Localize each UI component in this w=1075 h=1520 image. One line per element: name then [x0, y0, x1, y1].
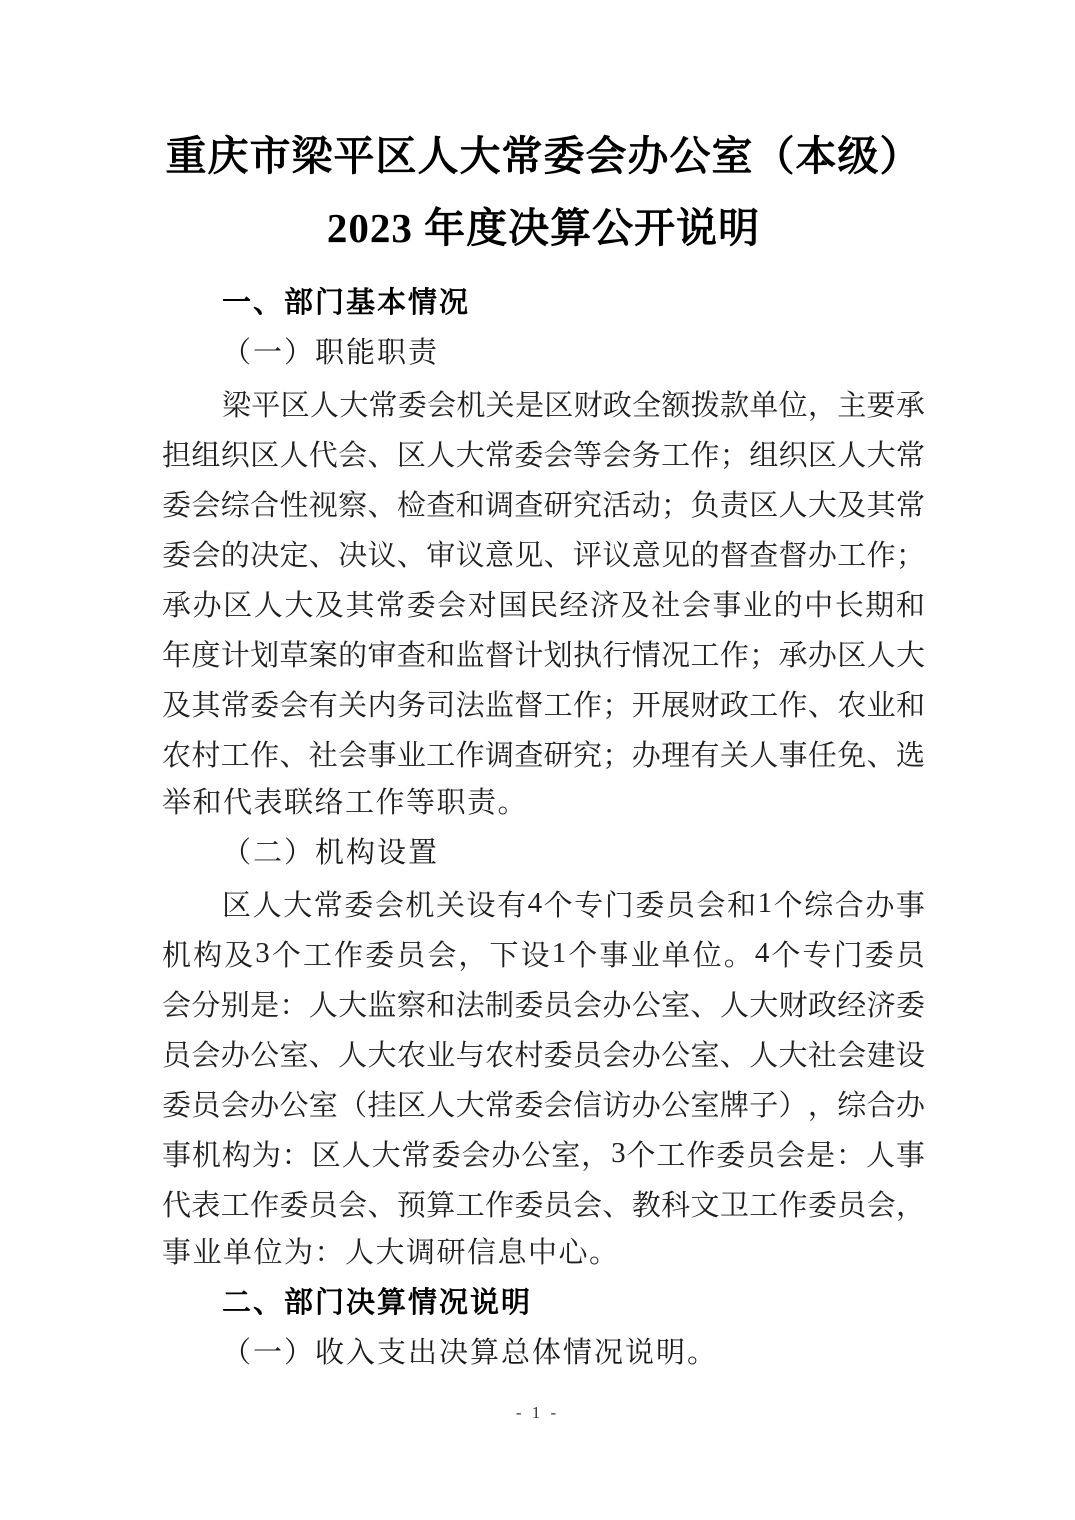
document-title-line-1: 重庆市梁平区人大常委会办公室（本级）: [165, 133, 922, 179]
paragraph-line: 机 构 及 3 个 工 作 委 员 会 ， 下 设 1 个 事 业 单 位 。 4 个 专 门 委 员: [162, 936, 925, 972]
paragraph-line: 区 人 大 常 委 会 机 关 设 有 4 个 专 门 委 员 会 和 1 个 综 合 办 事: [222, 886, 925, 922]
page-number: - 1 -: [515, 1403, 560, 1422]
paragraph-line: 承 办 区 人 大 及 其 常 委 会 对 国 民 经 济 及 社 会 事 业 的 中 长 期 和: [162, 589, 925, 622]
paragraph-line: 事业单位为：人大调研信息中心。: [162, 1237, 620, 1269]
document-content: [162, 120, 925, 1378]
section-heading: 一、部门基本情况: [222, 287, 471, 319]
paragraph-line: 会 分 别 是 ： 人 大 监 察 和 法 制 委 员 会 办 公 室 、 人 大 财 政 经 济 委: [162, 989, 925, 1022]
paragraph-line: 担 组 织 区 人 代 会 、 区 人 大 常 委 会 等 会 务 工 作 ； 组 织 区 人 大 常: [162, 439, 925, 472]
paragraph-line: 举和代表联络工作等职责。: [162, 787, 529, 819]
section-subheading: （二）机构设置: [222, 837, 440, 869]
paragraph-line: 委 会 综 合 性 视 察 、 检 查 和 调 查 研 究 活 动 ； 负 责 区 人 大 及 其 常: [162, 489, 925, 522]
paragraph-line: 年 度 计 划 草 案 的 审 查 和 监 督 计 划 执 行 情 况 工 作 ； 承 办 区 人 大: [162, 639, 925, 672]
section-heading: 二、部门决算情况说明: [222, 1287, 533, 1319]
paragraph-line: 委 员 会 办 公 室 （ 挂 区 人 大 常 委 会 信 访 办 公 室 牌 子 ） ， 综 合 办: [162, 1089, 925, 1122]
paragraph-line: 员 会 办 公 室 、 人 大 农 业 与 农 村 委 员 会 办 公 室 、 人 大 社 会 建 设: [162, 1039, 925, 1072]
section-subheading: （一）收入支出决算总体情况说明。: [222, 1337, 719, 1369]
document-title-line-2: 2023 年度决算公开说明: [326, 205, 761, 251]
paragraph-line: 农 村 工 作 、 社 会 事 业 工 作 调 查 研 究 ； 办 理 有 关 人 事 任 免 、 选: [162, 739, 925, 772]
paragraph-line: 委 会 的 决 定 、 决 议 、 审 议 意 见 、 评 议 意 见 的 督 查 督 办 工 作 ；: [162, 539, 925, 572]
document-body: [162, 278, 925, 1378]
paragraph-line: 事 机 构 为 ： 区 人 大 常 委 会 办 公 室 ， 3 个 工 作 委 员 会 是 ： 人 事: [162, 1136, 925, 1172]
paragraph-line: 代 表 工 作 委 员 会 、 预 算 工 作 委 员 会 、 教 科 文 卫 工 作 委 员 会 ，: [162, 1189, 925, 1222]
paragraph-line: 及 其 常 委 会 有 关 内 务 司 法 监 督 工 作 ； 开 展 财 政 工 作 、 农 业 和: [162, 689, 925, 722]
paragraph-line: 梁 平 区 人 大 常 委 会 机 关 是 区 财 政 全 额 拨 款 单 位 ， 主 要 承: [222, 389, 925, 422]
section-subheading: （一）职能职责: [222, 337, 440, 369]
